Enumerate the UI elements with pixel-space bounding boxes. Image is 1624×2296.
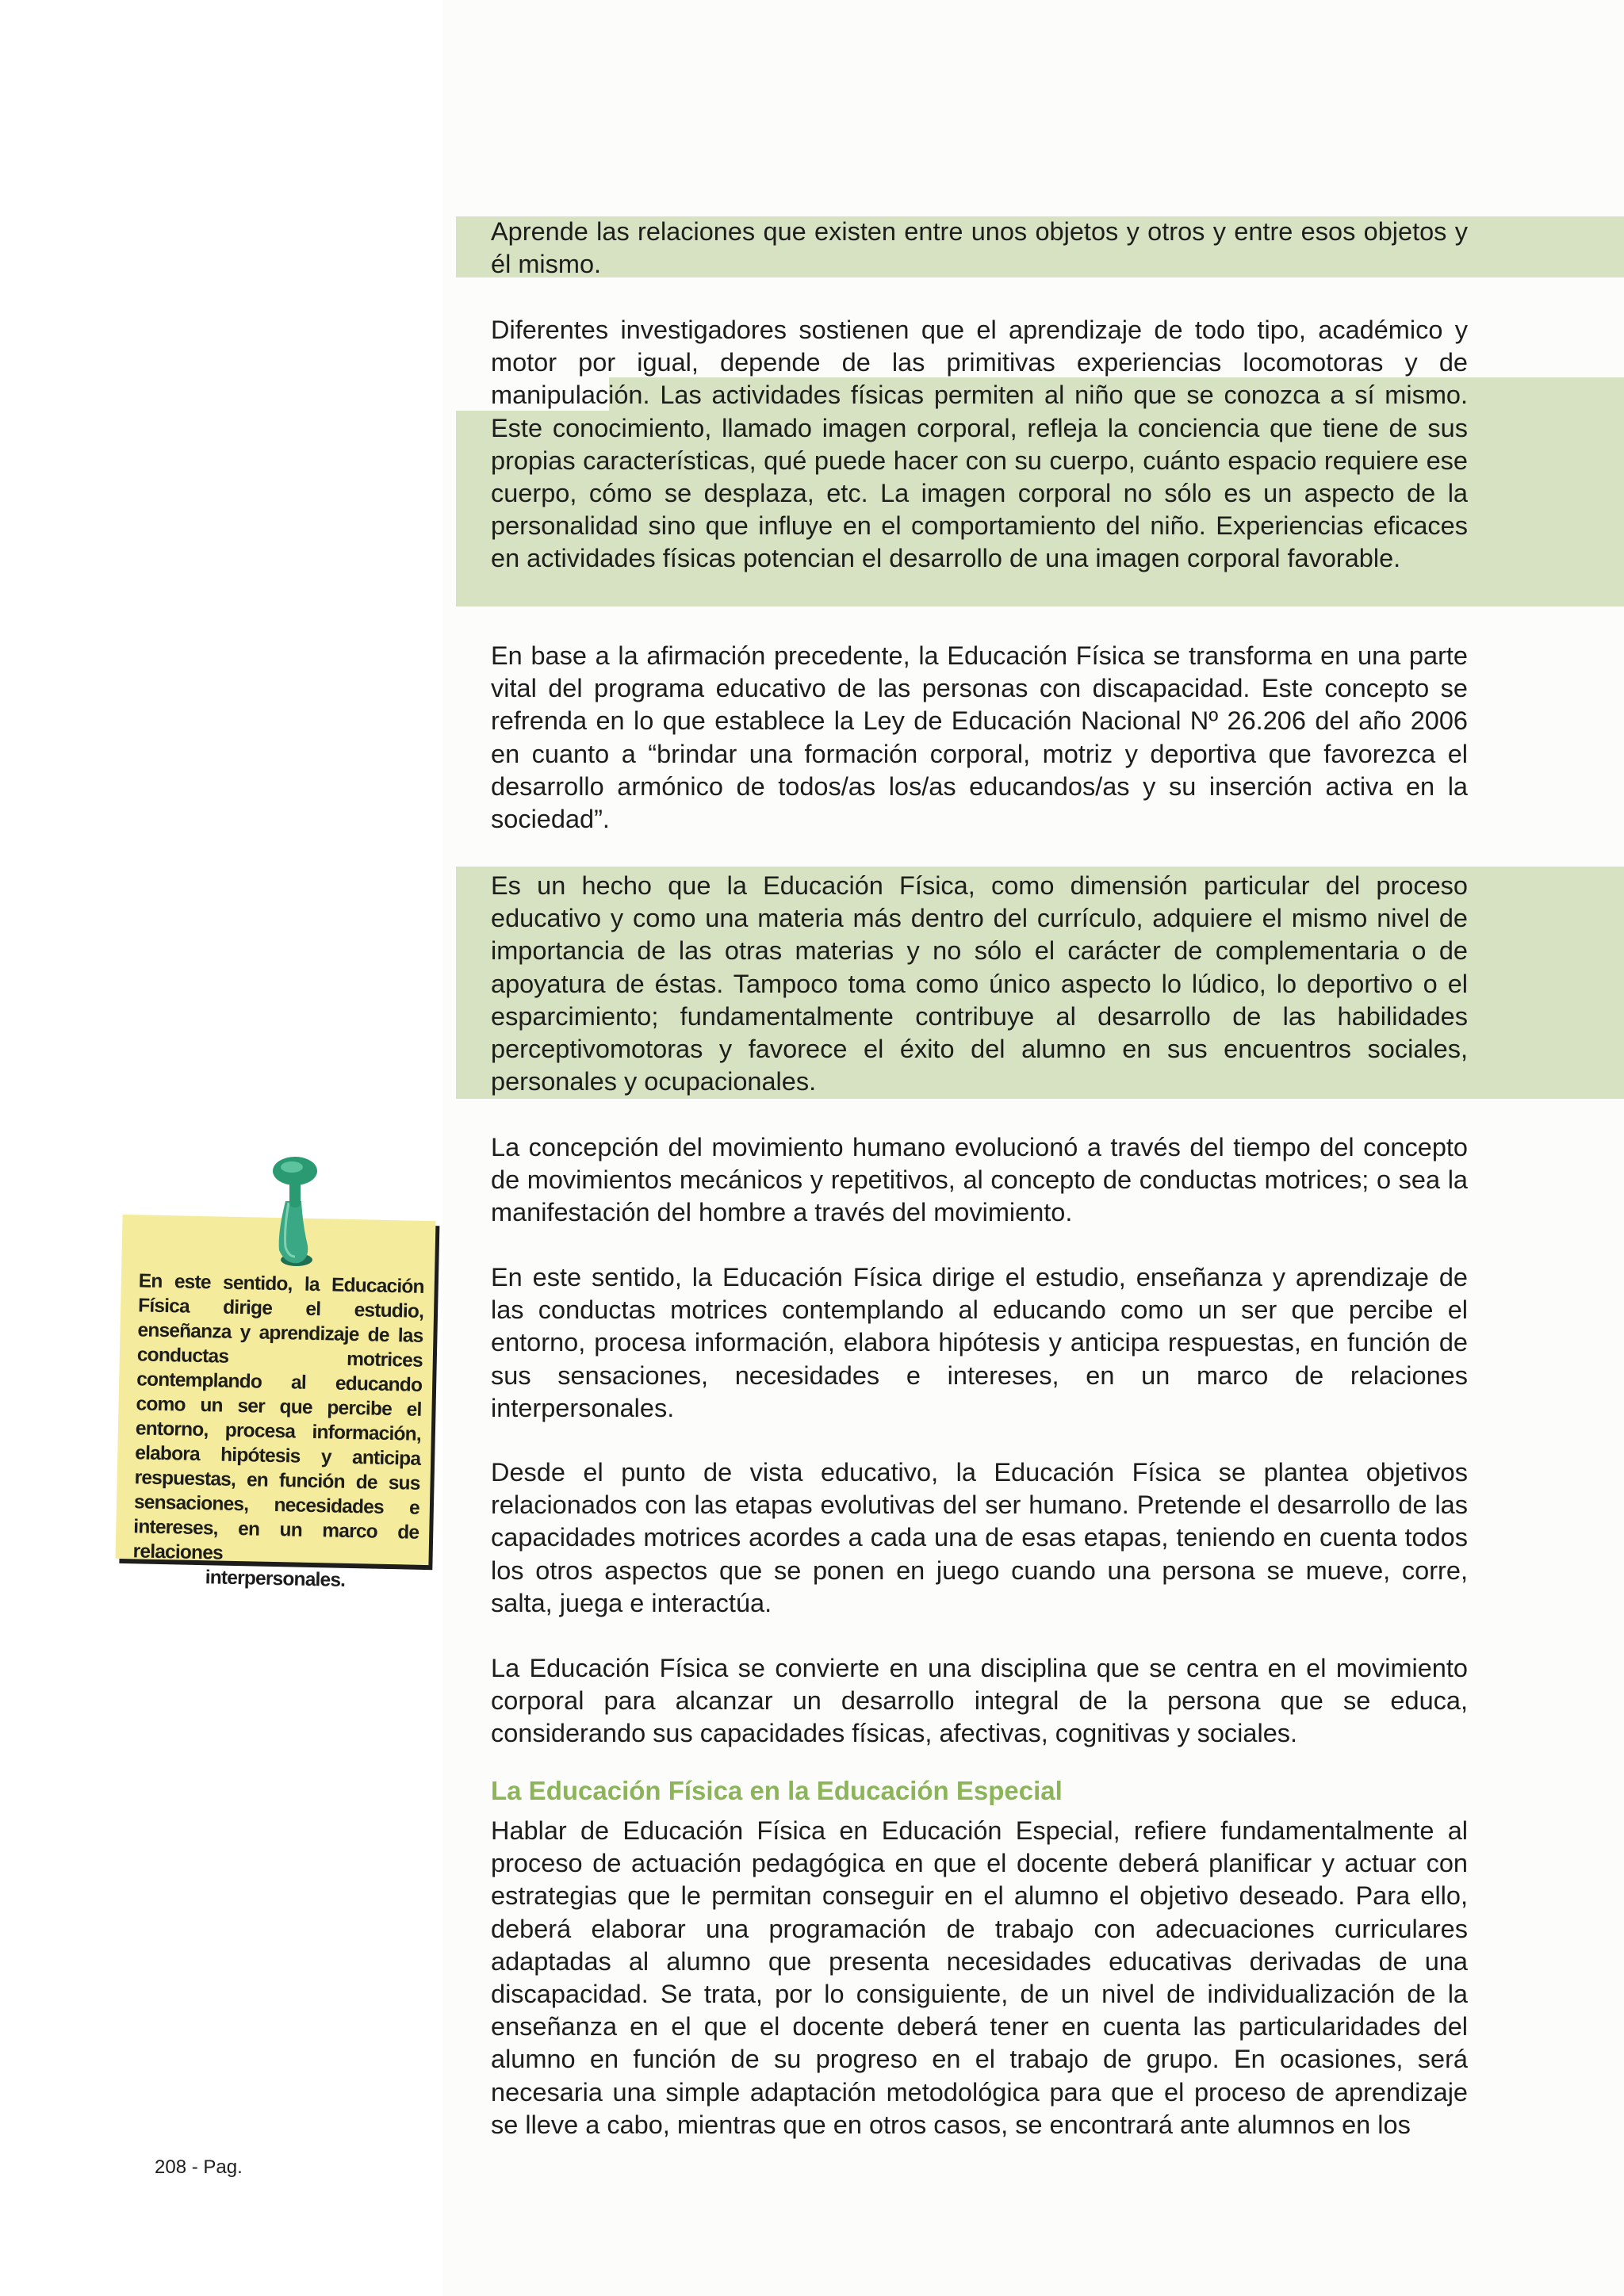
paragraph-1-text: Aprende las relaciones que existen entre unos objetos y otros y entre esos objetos y él mismo. xyxy=(491,217,1468,279)
section-heading: La Educación Física en la Educación Especial xyxy=(491,1776,1063,1805)
paragraph-3 xyxy=(491,640,1468,836)
paragraph-2-end: Las actividades físicas permiten al niño que se conozca a sí mismo. Este conocimiento, llamado imagen corporal, refleja la conciencia que tiene de sus propias características, qué puede hacer con su cuerpo, cuánto espacio requiere ese cuerpo, cómo se desplaza, etc. La imagen corporal no sólo es un aspecto de la personalidad sino que influye en el comportamiento del niño. Experiencias eficaces en actividades físicas potencian el desarrollo de una imagen corporal favorable. xyxy=(491,381,1468,573)
sticky-note-last-line: interpersonales. xyxy=(205,1567,346,1591)
paragraph-7-text: Desde el punto de vista educativo, la Educación Física se plantea objetivos relacionados con las etapas evolutivas del ser humano. Pretende el desarrollo de las capacidades motrices acordes a cada una de esas etapas, teniendo en cuenta todos los otros aspectos que se ponen en juego cuando una persona se mueve, corre, salta, juega e interactúa. xyxy=(491,1458,1468,1617)
page-number: 208 - Pag. xyxy=(155,2156,243,2178)
paragraph-7 xyxy=(491,1456,1468,1620)
paragraph-1 xyxy=(491,216,1468,281)
paragraph-8-text: La Educación Física se convierte en una disciplina que se centra en el movimiento corporal para alcanzar un desarrollo integral de la persona que se educa, considerando sus capacidades físicas, afectivas, cognitivas y sociales. xyxy=(491,1654,1468,1748)
paragraph-2-start: Diferentes investigadores sostienen que el aprendizaje de todo tipo, académico y motor por igual, depende de las primitivas experiencias locomotoras y de manipulación. xyxy=(491,316,1468,410)
paragraph-5 xyxy=(491,1131,1468,1230)
paragraph-2 xyxy=(491,314,1468,576)
push-pin-icon xyxy=(262,1154,325,1272)
paragraph-6 xyxy=(491,1261,1468,1425)
paragraph-9-text: Hablar de Educación Física en Educación Especial, refiere fundamentalmente al proceso de actuación pedagógica en que el docente deberá planificar y actuar con estrategias que le permitan conseguir en el alumno el objetivo deseado. Para ello, deberá elaborar una programación de trabajo con adecuaciones curriculares adaptadas al alumno que presenta necesidades educativas derivadas de una discapacidad. Se trata, por lo consiguiente, de un nivel de individualización de la enseñanza en el que el docente deberá tener en cuenta las particularidades del alumno en función de su progreso en el trabajo de grupo. En ocasiones, será necesaria una simple adaptación metodológica para que el proceso de aprendizaje se lleve a cabo, mientras que en otros casos, se encontrará ante alumnos en los xyxy=(491,1816,1468,2139)
paragraph-8 xyxy=(491,1652,1468,1751)
paragraph-9 xyxy=(491,1815,1468,2141)
paragraph-4-text: Es un hecho que la Educación Física, como dimensión particular del proceso educativo y como una materia más dentro del currículo, adquiere el mismo nivel de importancia de las otras materias y no sólo el carácter de complementaria o de apoyatura de éstas. Tampoco toma como único aspecto lo lúdico, lo deportivo o el esparcimiento; fundamentalmente contribuye al desarrollo de las habilidades perceptivomotoras y favorece el éxito del alumno en sus encuentros sociales, personales y ocupacionales. xyxy=(491,871,1468,1096)
paragraph-4 xyxy=(491,870,1468,1098)
paragraph-6-text: En este sentido, la Educación Física dirige el estudio, enseñanza y aprendizaje de las conductas motrices contemplando al educando como un ser que percibe el entorno, procesa información, elabora hipótesis y anticipa respuestas, en función de sus sensaciones, necesidades e intereses, en un marco de relaciones interpersonales. xyxy=(491,1263,1468,1422)
paragraph-5-text: La concepción del movimiento humano evolucionó a través del tiempo del concepto de movimientos mecánicos y repetitivos, al concepto de conductas motrices; o sea la manifestación del hombre a través del movimiento. xyxy=(491,1133,1468,1227)
paragraph-3-text: En base a la afirmación precedente, la Educación Física se transforma en una parte vital del programa educativo de las personas con discapacidad. Este concepto se refrenda en lo que establece la Ley de Educación Nacional Nº 26.206 del año 2006 en cuanto a “brindar una formación corporal, motriz y deportiva que favorezca el desarrollo armónico de todos/as los/as educandos/as y su inserción activa en la sociedad”. xyxy=(491,641,1468,834)
sticky-note-text: En este sentido, la Educación Física dirige el estudio, enseñanza y aprendizaje de las conductas motrices contemplando al educando como un ser que percibe el entorno, procesa información, elabora hipótesis y anticipa respuestas, en función de sus sensaciones, necesidades e intereses, en un marco de relaciones xyxy=(132,1270,425,1564)
